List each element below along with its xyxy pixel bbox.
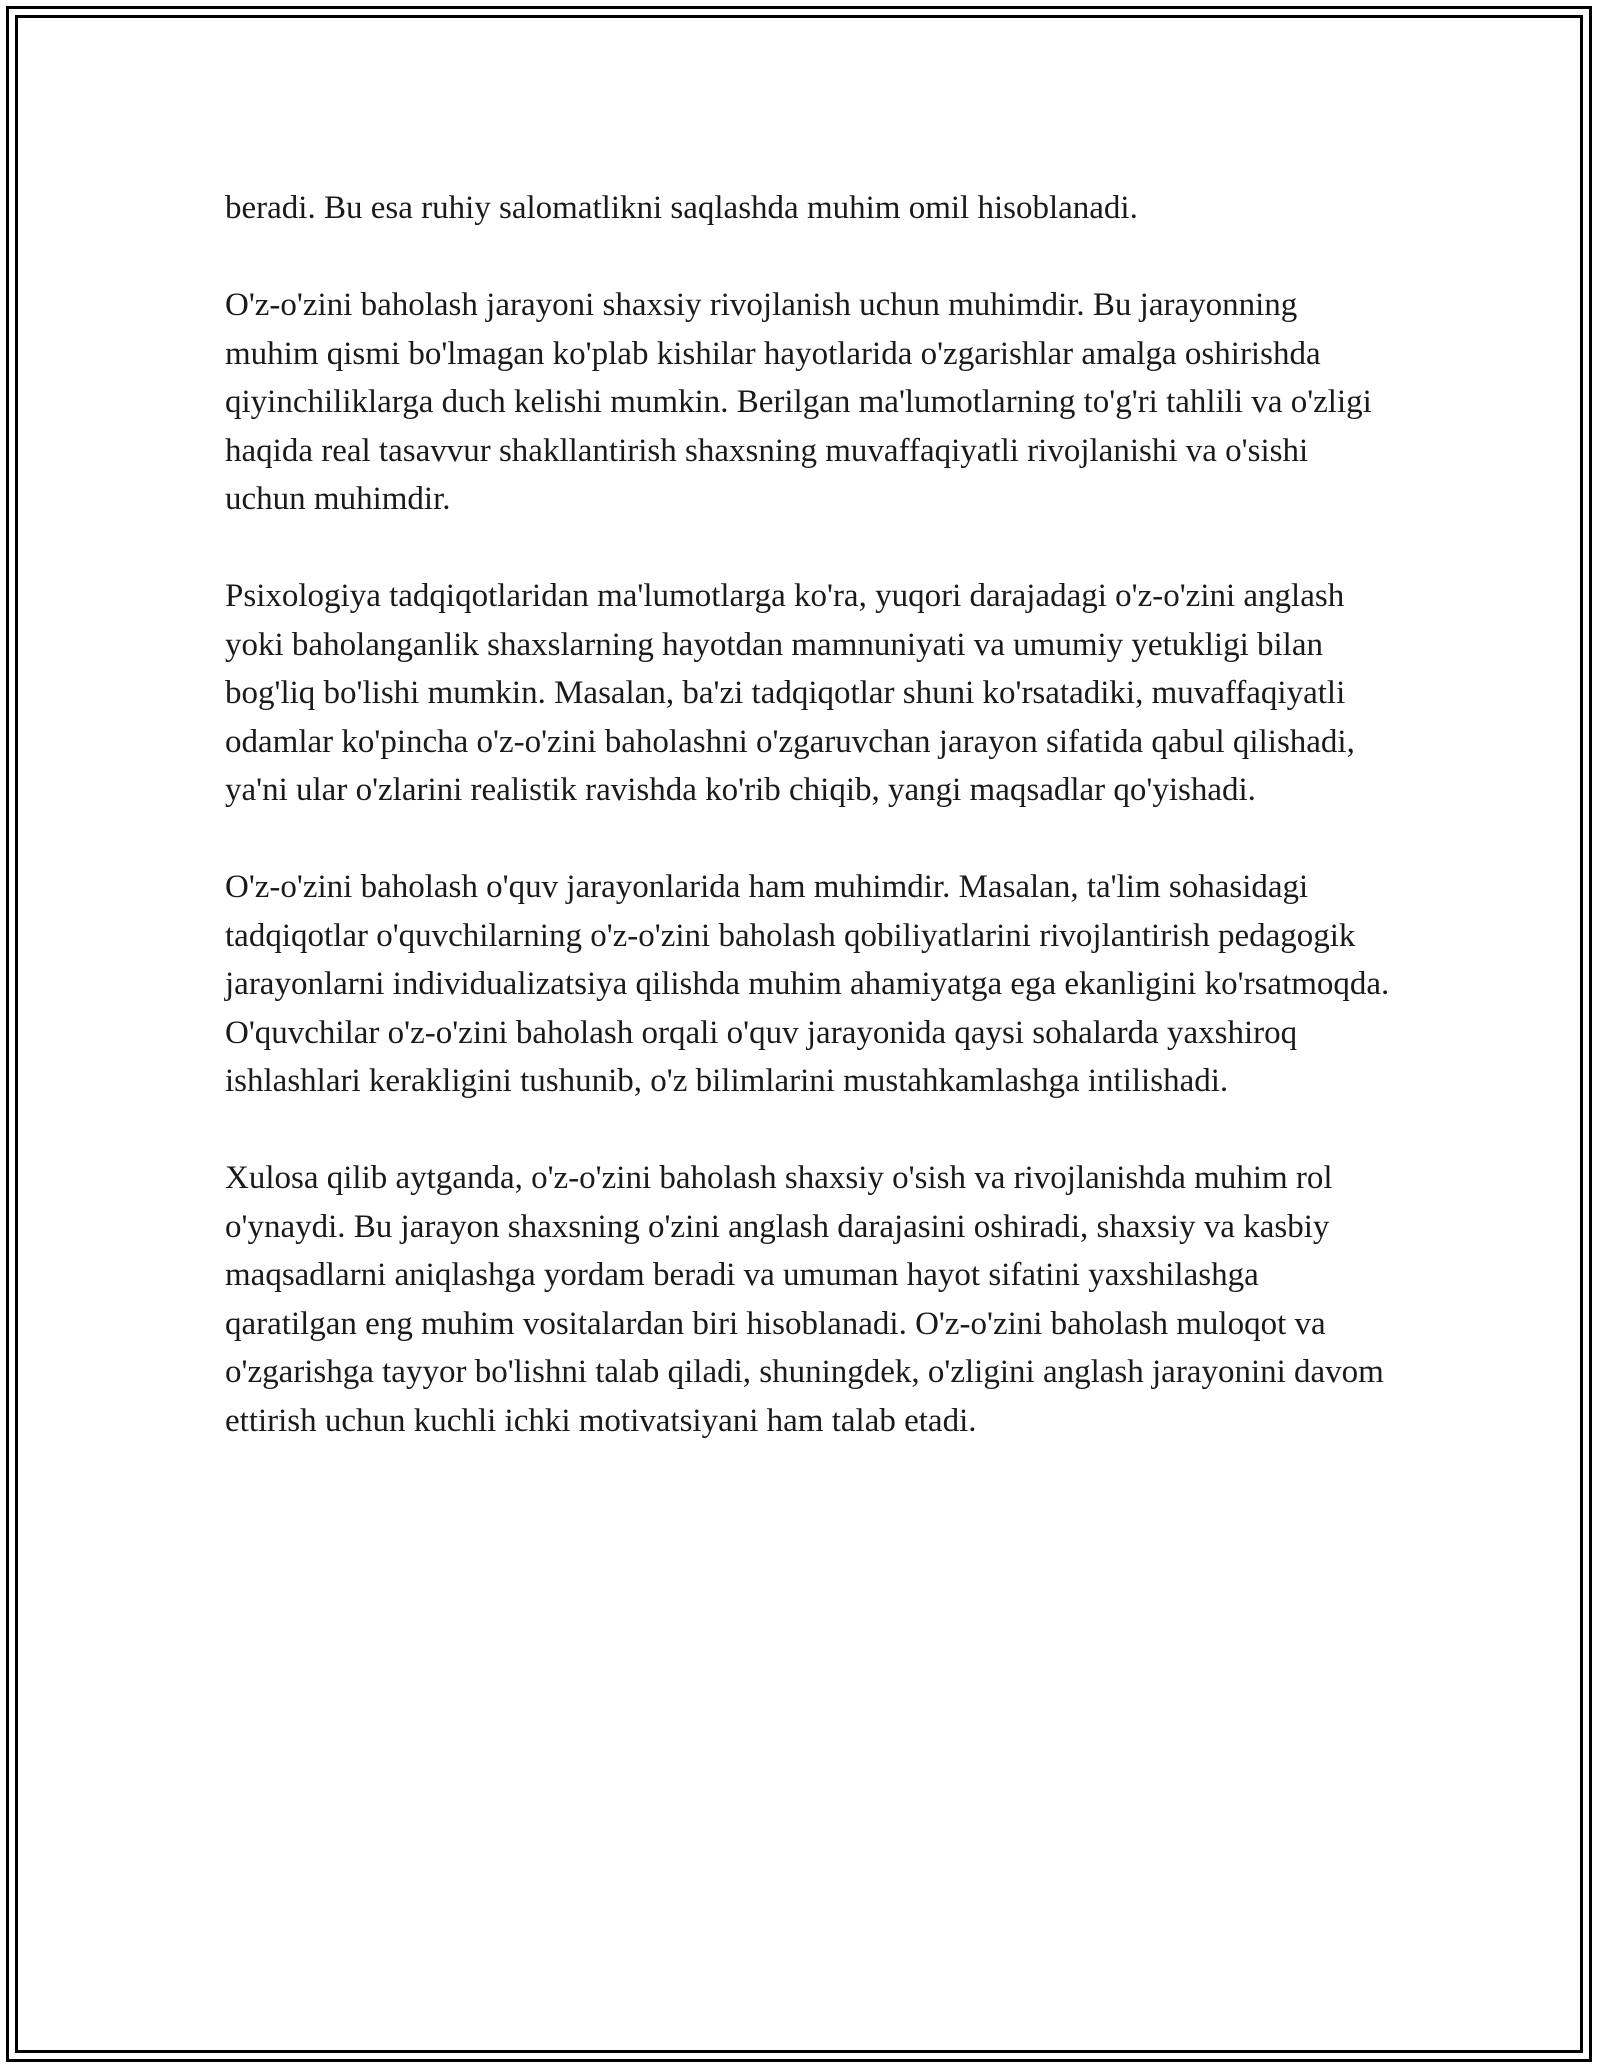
paragraph-1: beradi. Bu esa ruhiy salomatlikni saqlashda muhim omil hisoblanadi.	[225, 190, 1138, 226]
document-body	[225, 184, 1390, 1494]
paragraph-2: O'z-o'zini baholash jarayoni shaxsiy rivojlanish uchun muhimdir. Bu jarayonning muhim qismi bo'lmagan ko'plab kishilar hayotlarida o'zgarishlar amalga oshirishda qiyinchiliklarga duch kelishi mumkin. Berilgan ma'lumotlarning to'g'ri tahlili va o'zligi haqida real tasavvur shakllantirish shaxsning muvaffaqiyatli rivojlanishi va o'sishi uchun muhimdir.	[225, 287, 1372, 517]
paragraph-5: Xulosa qilib aytganda, o'z-o'zini baholash shaxsiy o'sish va rivojlanishda muhim rol o'ynaydi. Bu jarayon shaxsning o'zini anglash darajasini oshiradi, shaxsiy va kasbiy maqsadlarni aniqlashga yordam beradi va umuman hayot sifatini yaxshilashga qaratilgan eng muhim vositalardan biri hisoblanadi. O'z-o'zini baholash muloqot va o'zgarishga tayyor bo'lishni talab qiladi, shuningdek, o'zligini anglash jarayonini davom ettirish uchun kuchli ichki motivatsiyani ham talab etadi.	[225, 1160, 1384, 1439]
paragraph-3: Psixologiya tadqiqotlaridan ma'lumotlarga ko'ra, yuqori darajadagi o'z-o'zini anglash yoki baholanganlik shaxslarning hayotdan mamnuniyati va umumiy yetukligi bilan bog'liq bo'lishi mumkin. Masalan, ba'zi tadqiqotlar shuni ko'rsatadiki, muvaffaqiyatli odamlar ko'pincha o'z-o'zini baholashni o'zgaruvchan jarayon sifatida qabul qilishadi, ya'ni ular o'zlarini realistik ravishda ko'rib chiqib, yangi maqsadlar qo'yishadi.	[225, 578, 1355, 808]
paragraph-4: O'z-o'zini baholash o'quv jarayonlarida ham muhimdir. Masalan, ta'lim sohasidagi tadqiqotlar o'quvchilarning o'z-o'zini baholash qobiliyatlarini rivojlantirish pedagogik jarayonlarni individualizatsiya qilishda muhim ahamiyatga ega ekanligini ko'rsatmoqda. O'quvchilar o'z-o'zini baholash orqali o'quv jarayonida qaysi sohalarda yaxshiroq ishlashlari kerakligini tushunib, o'z bilimlarini mustahkamlashga intilishadi.	[225, 869, 1390, 1099]
